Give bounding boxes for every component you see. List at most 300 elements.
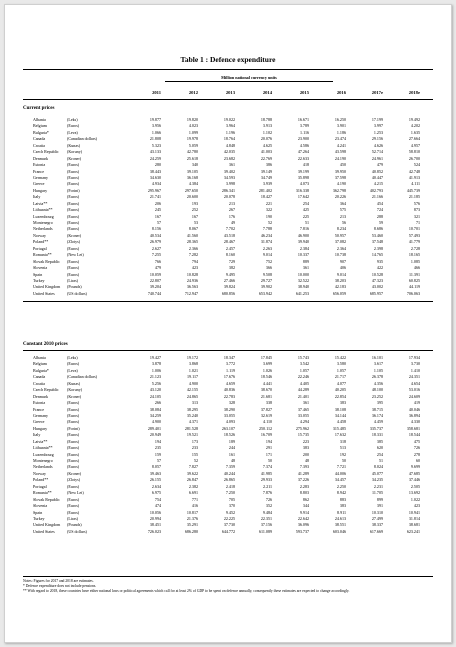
value-cell: 34.457 <box>334 477 346 483</box>
value-cell: 4.330 <box>410 419 420 425</box>
value-cell: 344 <box>302 503 309 509</box>
value-cell: 275.962 <box>295 425 309 431</box>
value-cell: 24.613 <box>334 515 346 521</box>
value-cell: 22.783 <box>223 393 235 399</box>
value-cell: 18.331 <box>371 432 383 438</box>
value-cell: 34.749 <box>260 174 272 180</box>
value-cell: 18.764 <box>223 136 235 142</box>
current-prices-table <box>5 117 451 297</box>
country-label: Bulgaria* <box>33 129 49 135</box>
currency-label: (Kunas) <box>67 142 81 148</box>
value-cell: 19.820 <box>186 117 198 122</box>
value-cell: 4.934 <box>151 181 161 187</box>
value-cell: 21.401 <box>297 393 309 399</box>
value-cell: 576 <box>413 200 420 206</box>
value-cell: 39.950 <box>334 168 346 174</box>
value-cell: 23.252 <box>371 393 383 399</box>
value-cell: 38.681 <box>408 522 420 528</box>
value-cell: 935 <box>376 258 383 264</box>
value-cell: 37.446 <box>408 477 420 483</box>
value-cell: 1.006 <box>151 367 161 373</box>
value-cell: 31.814 <box>408 515 420 521</box>
value-cell: 43.002 <box>371 284 383 290</box>
value-cell: 416 <box>191 503 198 509</box>
value-cell: 2.457 <box>225 245 235 251</box>
currency-label: (Euros) <box>67 419 80 425</box>
value-cell: 1.410 <box>410 367 420 373</box>
value-cell: 4.356 <box>373 380 383 386</box>
value-cell: 10.000 <box>297 271 309 277</box>
value-cell: 10.528 <box>371 271 383 277</box>
value-cell: 32.619 <box>260 412 272 418</box>
value-cell: 4.077 <box>336 380 346 386</box>
value-cell: 8.160 <box>225 252 235 258</box>
value-cell: 37.598 <box>334 174 346 180</box>
country-label: Czech Republic <box>33 387 59 393</box>
value-cell: 4.371 <box>188 419 198 425</box>
value-cell: 24.351 <box>408 374 420 380</box>
value-cell: 593.737 <box>295 528 309 534</box>
currency-label: (Canadian dollars) <box>67 374 98 380</box>
value-cell: 9.014 <box>336 271 346 277</box>
year-header-cell: 2014 <box>262 90 272 95</box>
year-header-cell: 2018e <box>408 90 420 95</box>
value-cell: 7.827 <box>188 464 198 470</box>
value-cell: 315.485 <box>332 425 346 431</box>
value-cell: 705 <box>228 496 235 502</box>
value-cell: 383 <box>339 400 346 406</box>
value-cell: 15.743 <box>297 355 309 360</box>
value-cell: 223 <box>302 438 309 444</box>
value-cell: 50 <box>267 458 272 463</box>
country-label: Croatia <box>33 142 45 148</box>
value-cell: 38.108 <box>334 406 346 412</box>
value-cell: 22.225 <box>223 515 235 521</box>
value-cell: 57 <box>156 458 161 463</box>
value-cell: 3.964 <box>225 123 235 129</box>
value-cell: 3.789 <box>299 123 309 129</box>
country-label: Greece <box>33 419 45 425</box>
country-label: Denmark <box>33 393 49 399</box>
value-cell: 60.825 <box>408 277 420 283</box>
value-cell: 235 <box>154 445 161 451</box>
value-cell: 2.283 <box>299 483 309 489</box>
value-cell: 16.671 <box>297 117 309 122</box>
value-cell: 907 <box>339 258 346 264</box>
value-cell: 680.856 <box>221 290 235 296</box>
value-cell: 37.465 <box>297 406 309 412</box>
value-cell: 15.735 <box>297 432 309 438</box>
value-cell: 53.016 <box>408 387 420 393</box>
value-cell: 1.085 <box>410 258 420 264</box>
value-cell: 9.014 <box>262 252 272 258</box>
value-cell: 288 <box>376 213 383 219</box>
section-heading-constant: Constant 2010 prices <box>23 342 68 347</box>
value-cell: 653.942 <box>258 290 272 296</box>
title-rule <box>23 69 433 70</box>
value-cell: 21.681 <box>260 393 272 399</box>
country-label: United States <box>33 290 55 296</box>
value-cell: 17.934 <box>408 355 420 360</box>
value-cell: 4.241 <box>336 142 346 148</box>
value-cell: 27.499 <box>371 515 383 521</box>
country-label: Denmark <box>33 155 49 161</box>
value-cell: 38.451 <box>149 522 161 528</box>
value-cell: 38.203 <box>334 277 346 283</box>
value-cell: 43.133 <box>149 149 161 155</box>
value-cell: 8.067 <box>188 226 198 232</box>
value-cell: 37.226 <box>297 477 309 483</box>
value-cell: 213 <box>339 213 346 219</box>
value-cell: 40.447 <box>371 174 383 180</box>
value-cell: 418 <box>302 162 309 168</box>
value-cell: 39.622 <box>186 470 198 476</box>
value-cell: 41.779 <box>408 239 420 245</box>
currency-label: (Euros) <box>67 226 80 232</box>
value-cell: 18.347 <box>223 355 235 360</box>
value-cell: 20.078 <box>223 194 235 200</box>
value-cell: 23.474 <box>334 136 346 142</box>
value-cell: 3.730 <box>410 361 420 367</box>
value-cell: 21.185 <box>408 194 420 200</box>
value-cell: 4.459 <box>373 419 383 425</box>
country-label: France <box>33 168 45 174</box>
value-cell: 49 <box>230 220 235 225</box>
value-cell: 18.427 <box>260 194 272 200</box>
value-cell: 2.382 <box>188 483 198 489</box>
value-cell: 10.738 <box>334 252 346 258</box>
value-cell: 1.253 <box>373 129 383 135</box>
value-cell: 1.057 <box>336 367 346 373</box>
value-cell: 4.586 <box>299 142 309 148</box>
value-cell: 38.551 <box>334 522 346 528</box>
value-cell: 2.211 <box>263 483 272 489</box>
country-label: Netherlands <box>33 226 53 232</box>
value-cell: 52 <box>267 220 272 225</box>
value-cell: 52 <box>193 458 198 463</box>
value-cell: 4.073 <box>299 181 309 187</box>
country-label: Italy <box>33 194 41 200</box>
value-cell: 51 <box>304 220 309 225</box>
value-cell: 194 <box>265 438 272 444</box>
value-cell: 37.082 <box>334 239 346 245</box>
value-cell: 28.467 <box>223 239 235 245</box>
value-cell: 3.699 <box>262 361 272 367</box>
value-cell: 2.231 <box>373 483 383 489</box>
value-cell: 59 <box>378 220 383 225</box>
value-cell: 19.117 <box>187 374 198 380</box>
section-heading-current: Current prices <box>23 106 55 111</box>
notes-rule <box>23 576 433 577</box>
value-cell: 41.289 <box>297 470 309 476</box>
value-cell: 36.174 <box>371 412 383 418</box>
year-header-cell: 2015 <box>299 90 309 95</box>
value-cell: 10.059 <box>149 271 161 277</box>
value-cell: 2.263 <box>262 245 272 251</box>
value-cell: 1.026 <box>262 367 272 373</box>
value-cell: 39.402 <box>223 168 235 174</box>
value-cell: 42.155 <box>186 387 198 393</box>
value-cell: 233 <box>191 445 198 451</box>
value-cell: 161 <box>228 451 235 457</box>
value-cell: 7.788 <box>262 226 272 232</box>
value-cell: 4.215 <box>373 181 383 187</box>
value-cell: 60 <box>415 458 420 463</box>
value-cell: 34.235 <box>371 477 383 483</box>
value-cell: 171 <box>265 451 272 457</box>
value-cell: 386 <box>265 162 272 168</box>
value-cell: 1.102 <box>262 129 272 135</box>
value-cell: 213 <box>228 200 235 206</box>
value-cell: 391 <box>376 503 383 509</box>
value-cell: 31.874 <box>260 239 272 245</box>
value-cell: 48 <box>230 458 235 463</box>
value-cell: 383 <box>339 503 346 509</box>
country-label: Croatia <box>33 380 45 386</box>
value-cell: 34.259 <box>149 412 161 418</box>
value-cell: 16.101 <box>371 355 383 360</box>
country-label: Germany <box>33 412 49 418</box>
value-cell: 862 <box>302 496 309 502</box>
country-label: United Kingdom <box>33 522 61 528</box>
value-cell: 10.817 <box>186 509 198 515</box>
country-label: Norway <box>33 470 47 476</box>
country-label: Slovenia <box>33 265 48 271</box>
value-cell: 6.975 <box>151 490 161 496</box>
value-cell: 29.156 <box>371 136 383 142</box>
currency-label: (Euros) <box>67 245 80 251</box>
value-cell: 40.534 <box>149 232 161 238</box>
currency-label: (Pounds) <box>67 522 82 528</box>
value-cell: 17.676 <box>223 374 235 380</box>
country-label: Bulgaria* <box>33 367 49 373</box>
value-cell: 32.522 <box>297 277 309 283</box>
value-cell: 39.940 <box>297 239 309 245</box>
value-cell: 53.460 <box>371 232 383 238</box>
value-cell: 10.941 <box>408 509 420 515</box>
value-cell: 41.985 <box>260 470 272 476</box>
value-cell: 21.741 <box>149 194 161 200</box>
value-cell: 24.961 <box>371 155 383 161</box>
country-label: Canada <box>33 374 46 380</box>
value-cell: 2.728 <box>410 245 420 251</box>
year-header-row <box>5 89 451 97</box>
value-cell: 56 <box>341 220 346 225</box>
value-cell: 370 <box>228 503 235 509</box>
value-cell: 575 <box>339 207 346 213</box>
value-cell: 47.323 <box>371 277 383 283</box>
value-cell: 2.384 <box>299 245 309 251</box>
country-label: Poland** <box>33 239 49 245</box>
value-cell: 38.443 <box>149 168 161 174</box>
value-cell: 1.119 <box>226 367 235 373</box>
value-cell: 22.351 <box>260 515 272 521</box>
value-cell: 18.165 <box>408 252 420 258</box>
table-row <box>5 529 451 535</box>
value-cell: 225 <box>302 213 309 219</box>
value-cell: 167 <box>154 213 161 219</box>
country-label: Estonia <box>33 400 46 406</box>
value-cell: 4.384 <box>188 181 198 187</box>
value-cell: 3.901 <box>336 123 346 129</box>
value-cell: 19.492 <box>408 117 420 122</box>
currency-label: (Zlotys) <box>67 477 81 483</box>
value-cell: 14.765 <box>371 252 383 258</box>
value-cell: 18.546 <box>260 374 272 380</box>
currency-label: (Koruny) <box>67 149 83 155</box>
value-cell: 21.717 <box>334 374 346 380</box>
value-cell: 402.793 <box>369 187 383 193</box>
value-cell: 26.847 <box>186 477 198 483</box>
value-cell: 3.956 <box>151 123 161 129</box>
currency-label: (Euros) <box>67 406 80 412</box>
value-cell: 39.149 <box>260 168 272 174</box>
value-cell: 47.685 <box>408 470 420 476</box>
value-cell: 25.618 <box>186 155 198 161</box>
value-cell: 57 <box>156 220 161 225</box>
section-rule <box>23 301 433 302</box>
value-cell: 267 <box>228 207 235 213</box>
value-cell: 1.066 <box>151 129 161 135</box>
value-cell: 167 <box>191 213 198 219</box>
value-cell: 295.967 <box>147 187 161 193</box>
value-cell: 7.702 <box>225 226 235 232</box>
value-cell: 20.076 <box>260 136 272 142</box>
value-cell: 53 <box>193 220 198 225</box>
country-label: Romania** <box>33 252 52 258</box>
header-rule <box>23 99 433 100</box>
value-cell: 620 <box>376 445 383 451</box>
value-cell: 383 <box>302 445 309 451</box>
value-cell: 4.900 <box>188 380 198 386</box>
value-cell: 726.023 <box>147 528 161 534</box>
value-cell: 39.902 <box>260 284 272 290</box>
currency-label: (Euros) <box>67 496 80 502</box>
value-cell: 159 <box>154 451 161 457</box>
value-cell: 366 <box>265 265 272 271</box>
value-cell: 7.250 <box>225 490 235 496</box>
value-cell: 4.202 <box>410 123 420 129</box>
table-row <box>5 291 451 297</box>
value-cell: 3.542 <box>299 361 309 367</box>
value-cell: 4.441 <box>262 380 272 386</box>
value-cell: 42.748 <box>408 168 420 174</box>
value-cell: 245 <box>154 207 161 213</box>
value-cell: 43.120 <box>149 387 161 393</box>
currency-label: (Euros) <box>67 271 80 277</box>
currency-label: (Euros) <box>67 200 80 206</box>
value-cell: 37.156 <box>260 522 272 528</box>
value-cell: 338 <box>265 400 272 406</box>
value-cell: 16.250 <box>334 117 346 122</box>
value-cell: 9.452 <box>225 509 235 515</box>
value-cell: 41.913 <box>408 174 420 180</box>
value-cell: 340 <box>191 162 198 168</box>
value-cell: 752 <box>265 258 272 264</box>
value-cell: 37.548 <box>371 239 383 245</box>
value-cell: 47.264 <box>297 149 309 155</box>
value-cell: 7.721 <box>336 464 346 470</box>
value-cell: 17.199 <box>371 117 383 122</box>
value-cell: 20.994 <box>149 515 161 521</box>
value-cell: 35.240 <box>186 412 198 418</box>
value-cell: 43.598 <box>334 149 346 155</box>
currency-label: (Euros) <box>67 412 80 418</box>
value-cell: 45.077 <box>371 470 383 476</box>
country-label: United States <box>33 528 55 534</box>
year-header-cell: 2013 <box>225 90 235 95</box>
value-cell: 42.035 <box>223 149 235 155</box>
value-cell: 297.650 <box>184 187 198 193</box>
value-cell: 27.466 <box>223 277 235 283</box>
value-cell: 11.391 <box>409 271 420 277</box>
value-cell: 362.798 <box>332 187 346 193</box>
currency-label: (Euros) <box>67 451 80 457</box>
value-cell: 38.940 <box>297 284 309 290</box>
value-cell: 40.205 <box>334 387 346 393</box>
value-cell: 9.508 <box>262 271 272 277</box>
year-header-cell: 2016 <box>336 90 346 95</box>
value-cell: 40.852 <box>371 168 383 174</box>
value-cell: 724 <box>376 207 383 213</box>
value-cell: 26.979 <box>149 239 161 245</box>
value-cell: 206 <box>154 200 161 206</box>
value-cell: 889 <box>302 258 309 264</box>
value-cell: 4.900 <box>151 419 161 425</box>
value-cell: 7.255 <box>151 252 161 258</box>
value-cell: 21.376 <box>186 515 198 521</box>
currency-label: (Canadian dollars) <box>67 136 98 142</box>
value-cell: 22.633 <box>297 155 309 161</box>
value-cell: 289.401 <box>147 425 161 431</box>
value-cell: 13.692 <box>408 490 420 496</box>
value-cell: 44.289 <box>297 387 309 393</box>
value-cell: 15.422 <box>334 355 346 360</box>
value-cell: 726 <box>413 445 420 451</box>
value-cell: 361 <box>302 400 309 406</box>
value-cell: 37.730 <box>223 522 235 528</box>
currency-label: (Euros) <box>67 483 80 489</box>
country-label: Luxembourg <box>33 213 54 219</box>
value-cell: 475 <box>413 438 420 444</box>
currency-label: (Kroner) <box>67 232 82 238</box>
currency-label: (Liras) <box>67 277 79 283</box>
value-cell: 36.563 <box>186 284 198 290</box>
value-cell: 382 <box>228 265 235 271</box>
currency-label: (Euros) <box>67 458 80 463</box>
country-label: Canada <box>33 136 46 142</box>
value-cell: 10.056 <box>149 509 161 515</box>
value-cell: 286.341 <box>221 187 235 193</box>
value-cell: 39.824 <box>223 284 235 290</box>
value-cell: 22.807 <box>149 277 161 283</box>
value-cell: 38.295 <box>186 406 198 412</box>
country-label: Luxembourg <box>33 451 54 457</box>
value-cell: 406 <box>339 265 346 271</box>
value-cell: 1.116 <box>300 129 309 135</box>
value-cell: 7.374 <box>262 464 272 470</box>
value-cell: 34.593 <box>223 174 235 180</box>
value-cell: 36.096 <box>297 522 309 528</box>
value-cell: 513 <box>339 445 346 451</box>
value-cell: 3.617 <box>373 361 383 367</box>
value-cell: 20.226 <box>334 194 346 200</box>
value-cell: 48.100 <box>371 387 383 393</box>
value-cell: 8.024 <box>373 464 383 470</box>
value-cell: 2.634 <box>151 483 161 489</box>
currency-label: (Liras) <box>67 515 79 521</box>
value-cell: 26.865 <box>223 477 235 483</box>
